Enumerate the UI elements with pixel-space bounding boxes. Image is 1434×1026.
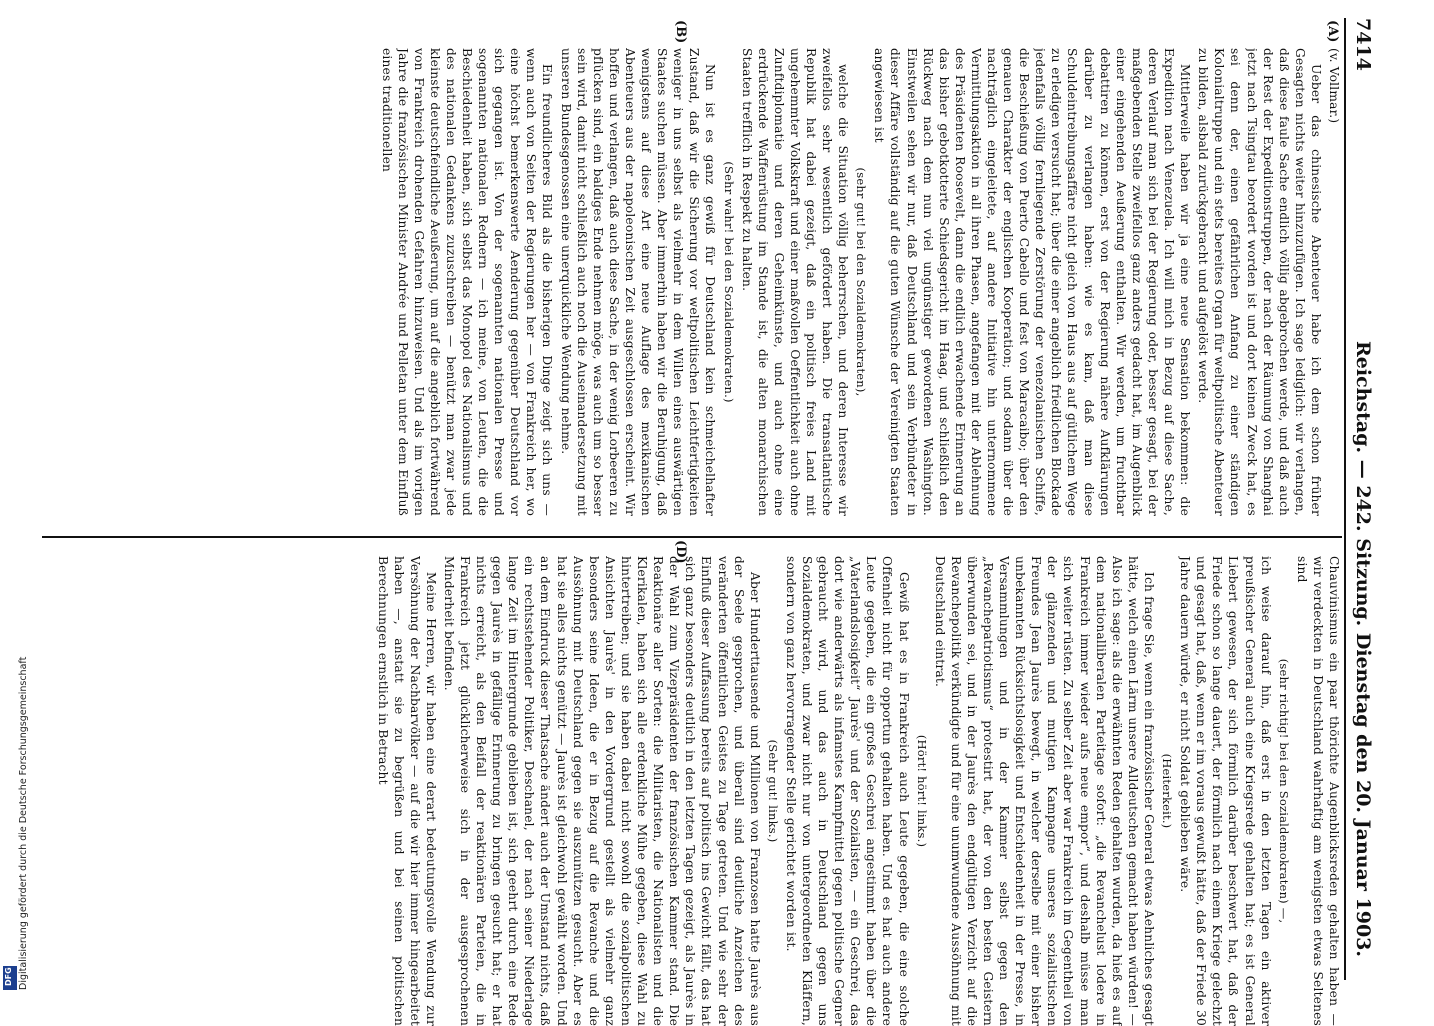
paragraph: Mittlerweile haben wir ja eine neue Sensation bekommen: die Expedition nach Venezuela. Ich will mich in Bezug auf diese Sache, deren Verlauf man sich bei der Regierung oder, besser gesagt, bei der maßgebenden Stelle zweifellos ganz anders gedacht hat, im Augenblick einer eingehenden Aeußerung enthalten. Wir werden, um fruchtbar debattiren zu können, erst von der Regierung nähere Aufklärungen darüber zu verlangen haben: wie es kam, daß man diese Schuldeintreibungsaffäre nicht gleich von Haus aus auf gütlichem Wege zu erledigen versucht hat; über die einer angeblich friedlichen Blockade jedenfalls völlig fernliegende Zerstörung der venezolanischen Schiffe, die Beschießung von Puerto Cabello und fest von Maracaibo; über den genauen Charakter der englischen Kooperation; und sodann über die nachträglich eingeleitete, auf andere Initiative hin unternommene Vermittlungsaktion in all ihren Phasen, angefangen mit der Ablehnung des Präsidenten Roosevelt, dann die endlich erwachende Erinnerung an das bisher gebotkotterte Schiedsgericht im Haag, und schließlich den Rückweg nach dem nun viel ungünstiger gewordenen Washington. Einstweilen sehen wir nur, daß Deutschland und sein Verbündeter in dieser Affäre vollständig auf die guten Wünsche der Vereinigten Staaten angewiesen ist bbox=[872, 48, 1193, 516]
dfg-logo bbox=[3, 966, 17, 990]
interjection: (Heiterkeit.) bbox=[1160, 753, 1175, 829]
paragraph: Gewiß hat es in Frankreich auch Leute gegeben, die eine solche Offenheit nicht für opportun gehalten haben. Und es hat auch andere Leute gegeben, die ein großes Geschrei angestimmt haben über die „Vaterlandslosigkeit“ Jaurès' und der Sozialisten, — ein Geschrei, das dort wie anderwärts als infamstes Kampfmittel gegen politische Gegner gebraucht wird, und das auch in Deutschland gegen uns Sozialdemokraten, und zwar nicht nur von untergeordneten Kläffern, sondern von ganz hervorragender Stelle gerichtet worden ist. bbox=[783, 556, 911, 1026]
paragraph: Chauvinismus ein paar thörichte Augenblicksreden gehalten haben — wir verdeckten in Deutschland wahrhaftig am wenigsten etwas Seltenes sind bbox=[1294, 556, 1341, 1026]
document-page bbox=[8, 0, 1388, 1026]
paragraph: welche die Situation völlig beherrschen, und deren Interesse wir zweifellos sehr wesentlich gefördert haben. Die transatlantische Republik hat dabei gezeigt, daß ein politisch freies Land mit ungehemmter Volkskraft und einer maßvollen Oeffentlichkeit auch ohne Zunftdiplomatie und deren Geheimkünste, und auch ohne eine erdrückende Waffenrüstung im Stande ist, die alten monarchischen Staaten trefflich in Respekt zu halten. bbox=[739, 48, 851, 516]
dfg-logo-text: DFG bbox=[4, 967, 13, 986]
digitization-note-text: Digitalisierung gefördert durch die Deutsche Forschungsgemeinschaft bbox=[18, 656, 29, 990]
paragraph: ich weise darauf hin, daß erst in den letzten Tagen ein aktiver preußischer General auch eine Kriegsrede gehalten hat; es ist General Liebert gewesen, der sich förmlich darüber beschwert hat, daß der Friede schon so lange dauert, der förmlich nach einem Kriege gelechzt und gesagt hat, daß, wenn er im voraus gewußt hätte, daß der Friede 30 Jahre dauern würde, er nicht Soldat geblieben wäre. bbox=[1178, 556, 1273, 1026]
interjection: (Sehr wahr! bei den Sozialdemokraten.) bbox=[721, 161, 736, 403]
margin-mark-a: (A) bbox=[1325, 20, 1340, 43]
paragraph: Meine Herren, wir haben eine derart bedeutungsvolle Wendung zur Versöhnung der Nachbarvölker — auf die wir hier immer hingearbeitet haben —, anstatt sie zu begrüßen und bei seinen politischen Berechnungen ernstlich in Betracht bbox=[375, 556, 438, 1026]
paragraph: Aber Hunderttausende und Millionen von Franzosen hatte Jaurès aus der Seele gesprochen, und überall sind deutliche Anzeichen des veränderten öffentlichen Geistes zu Tage getreten. Und wie sehr der Einfluß dieser Auffassung bereits auf politisch ins Gewicht fällt, das hat sich ganz besonders deutlich in den letzten Tagen gezeigt, als Jaurès in der Wahl zum Vizepräsidenten der französischen Kammer stand. Die Reaktionäre aller Sorten: die Militaristen, die Nationalisten und die Klerikalen, haben sich alle erdenkliche Mühe gegeben, diese Wahl zu hintertreiben; und sie haben dabei nicht sowohl die sozialpolitischen Ansichten Jaurès' in den Vordergrund gestellt als vielmehr ganz besonders seine Ideen, die er in Bezug auf die Revanche und die Aussöhnung mit Deutschland gegen sie auszunützen gesucht. Aber es hat sie alles nichts genützt — Jaurès ist gleichwohl gewählt worden. Und an dem Eindruck dieser Thatsache ändert auch der Umstand nichts, daß ein rechtsstehender Politiker, Deschanel, der nach seiner Niederlage lange Zeit im Hintergrunde geblieben ist, sich geehrt durch eine Rede gegen Jaurès in gefällige Erinnerung zu bringen gesucht hat; er hat nichts erreicht, als den Beifall der reaktionären Parteien, die in Frankreich jetzt glücklicherweise sich in der ausgesprochenen Minderheit befinden. bbox=[441, 556, 762, 1026]
paragraph: Ein freundlicheres Bild als die bisherigen Dinge zeigt sich uns — wenn auch von Seiten der Regierungen her — von Frankreich her, wo eine höchst bemerkenswerte Aenderung gegenüber Deutschland vor sich gegangen ist. Von der sogenannten nationalen Presse und sogenannten nationalen Rednern — ich meine, von Leuten, die die Beschiedenheit haben, sich selbst das Monopol des Nationalismus und des nationalen Gedankens zuzuschreiben — benützt man zwar jede kleinste deutschfeindliche Aeußerung, um auf die angeblich fortwährend von Frankreich drohenden Gefahren hinzuweisen. Und als im vorigen Jahre die französischen Minister Andrée und Pelletan unter dem Einfluß eines traditionellen bbox=[379, 48, 555, 516]
interjection: (sehr richtig! bei den Sozialdemokraten) —, bbox=[1276, 658, 1291, 924]
paragraph: Ueber das chinesische Abenteuer habe ich dem schon früher Gesagten nichts weiter hinzuzufügen. Ich sage lediglich: wir verlangen, daß diese faule Sache endlich völlig abgebrochen werde, und daß auch der Rest der Expeditionstruppen, der nach der Räumung von Shanghai jetzt nach Tsingtau beordert worden ist und dort keinen Zweck hat, es sei denn der, einen gefährlichen Anfang zu einer ständigen Kolonialtruppe und ein stets bereites Organ für weltpolitische Abenteuer zu bilden, alsbald zurückgebracht und aufgelöst werde. bbox=[1196, 48, 1323, 516]
speaker-name: (v. Vollmar.) bbox=[1327, 48, 1341, 124]
left-text-column bbox=[32, 48, 1342, 516]
paragraph: Ich frage Sie, wenn ein französischer General etwas Aehnliches gesagt hätte, welch einen Lärm unsere Alldeutschen gemacht haben würden! — Also ich sage: als die erwähnten Reden gehalten wurden, da hieß es auf dem nationalliberalen Parteitage sofort: „die Revanchelust lodere in Frankreich immer wieder aufs neue empor“, und deshalb müsse man sich weiter rüsten. Zu selber Zeit aber war Frankreich im Gegentheil von der glänzenden und mutigen Kampagne unseres sozialistischen Freundes Jean Jaurès bewegt, in welcher derselbe mit einer bisher unbekannten Rücksichtslosigkeit und Entschiedenheit in der Presse, in Versammlungen und in der Kammer selbst gegen den „Revanchepatriotismus“ protestirt hat, der von den besten Geistern überwunden sei, und in der Jaurès den endgültigen Verzicht auf die Revanchepolitik verkündigte und für eine unumwundene Aussöhnung mit Deutschland eintrat. bbox=[932, 556, 1156, 1026]
page-title: Reichstag. — 242. Sitzung. Dienstag den 20. Januar 1903. bbox=[1352, 340, 1374, 958]
interjection: (Hört! hört! links.) bbox=[914, 734, 929, 848]
interjection: (sehr gut! bei den Sozialdemokraten), bbox=[854, 167, 869, 397]
digitization-note bbox=[4, 590, 29, 990]
right-text-column bbox=[32, 556, 1342, 1026]
paragraph: Nun ist es ganz gewiß für Deutschland kein schmeichelhafter Zustand, daß wir die Sicherung vor weltpolitischen Leichtfertigkeiten weniger in uns selbst als vielmehr in dem Willen eines auswärtigen Staates suchen müssen. Aber immerhin haben wir die Beruhigung, daß wenigstens auf diese Art eine neue Auflage des mexikanischen Abenteuers aus der napoleonischen Zeit ausgeschlossen erscheint. Wir hoffen und verlangen, daß auch diese Sache, in der wenig Lorbeeren zu pflücken sind, ein baldiges Ende nehmen möge, was auch um so besser sein wird, damit nicht schließlich auch noch die Auseinandersetzung mit unseren Bundesgenossen eine unerquickliche Wendung nehme. bbox=[558, 48, 718, 516]
interjection: (Sehr gut! links.) bbox=[765, 739, 780, 843]
page-header bbox=[1344, 18, 1380, 980]
margin-mark-d: (D) bbox=[673, 540, 688, 564]
page-number: 7414 bbox=[1352, 18, 1374, 71]
margin-mark-b: (B) bbox=[673, 20, 688, 44]
column-divider bbox=[42, 536, 1342, 538]
